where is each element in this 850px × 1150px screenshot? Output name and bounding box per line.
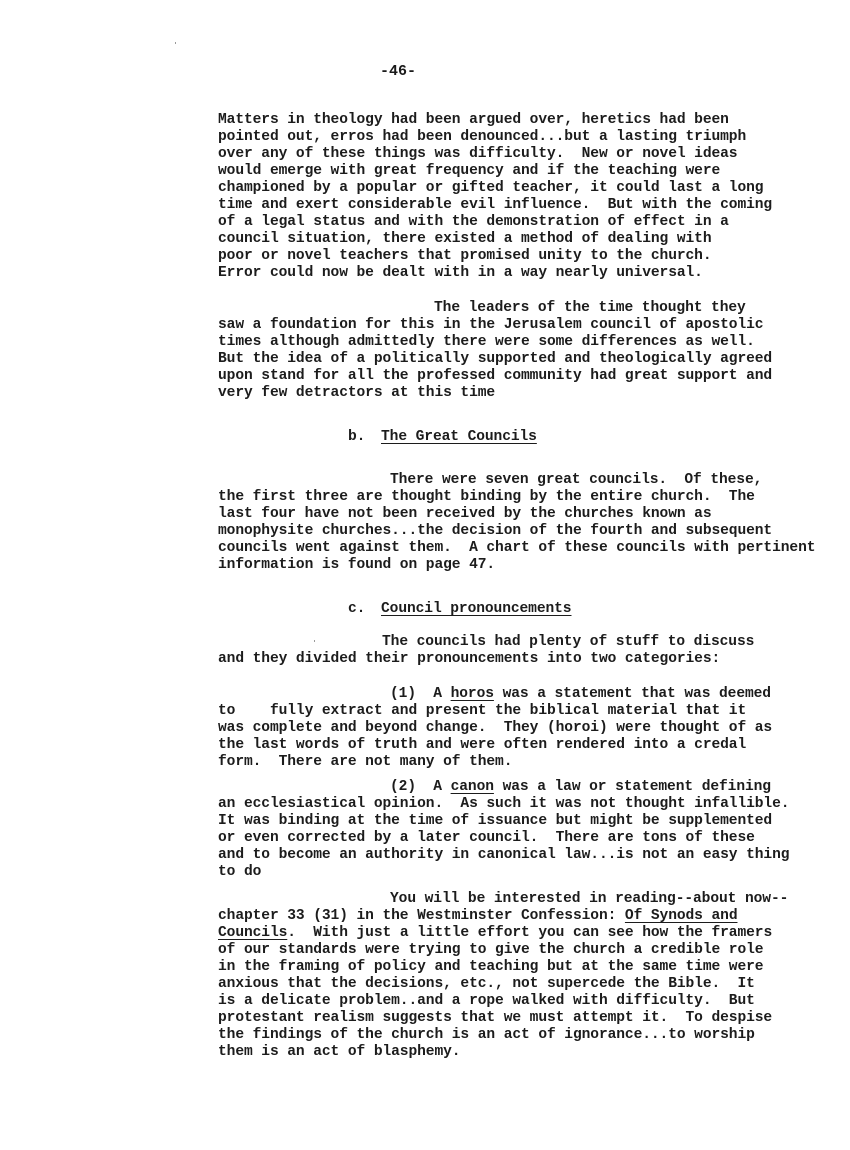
scan-speck bbox=[314, 640, 315, 642]
paragraph-line: championed by a popular or gifted teacher, it could last a long bbox=[218, 180, 764, 196]
paragraph-line: upon stand for all the professed community had great support and bbox=[218, 368, 773, 384]
item-text: was a statement that was deemed bbox=[493, 686, 771, 702]
paragraph-line: council situation, there existed a method of dealing with bbox=[218, 231, 712, 247]
paragraph-line: But the idea of a politically supported and theologically agreed bbox=[218, 351, 773, 367]
paragraph-line: in the framing of policy and teaching but at the same time were bbox=[218, 959, 764, 975]
paragraph-line: and they divided their pronouncements into two categories: bbox=[218, 651, 721, 667]
paragraph-line: them is an act of blasphemy. bbox=[218, 1044, 461, 1060]
book-title-part-2: Councils bbox=[218, 925, 288, 941]
paragraph-line: The councils had plenty of stuff to discuss bbox=[382, 634, 755, 650]
paragraph-line: councils went against them. A chart of these councils with pertinent bbox=[218, 540, 816, 556]
paragraph-line: over any of these things was difficulty. New or novel ideas bbox=[218, 146, 738, 162]
section-heading-great-councils: The Great Councils bbox=[381, 429, 537, 445]
paragraph-line: is a delicate problem..and a rope walked with difficulty. But bbox=[218, 993, 755, 1009]
term-horos: horos bbox=[450, 686, 494, 702]
paragraph-line: times although admittedly there were some differences as well. bbox=[218, 334, 755, 350]
paragraph-line: The leaders of the time thought they bbox=[434, 300, 746, 316]
paragraph-line: monophysite churches...the decision of the fourth and subsequent bbox=[218, 523, 773, 539]
paragraph-line: pointed out, erros had been denounced...but a lasting triumph bbox=[218, 129, 747, 145]
paragraph-line: of our standards were trying to give the church a credible role bbox=[218, 942, 764, 958]
page-number: -46- bbox=[380, 63, 417, 80]
paragraph-line: was complete and beyond change. They (horoi) were thought of as bbox=[218, 720, 773, 736]
paragraph-line: the first three are thought binding by the entire church. The bbox=[218, 489, 755, 505]
item-text: was a law or statement defining bbox=[493, 779, 771, 795]
paragraph-line: information is found on page 47. bbox=[218, 557, 496, 573]
paragraph-line: very few detractors at this time bbox=[218, 385, 496, 401]
scan-speck bbox=[175, 42, 176, 44]
paragraph-line: an ecclesiastical opinion. As such it was not thought infallible. bbox=[218, 796, 790, 812]
paragraph-line: poor or novel teachers that promised unity to the church. bbox=[218, 248, 712, 264]
paragraph-text: chapter 33 (31) in the Westminster Confession: bbox=[218, 908, 625, 924]
paragraph-line: would emerge with great frequency and if the teaching were bbox=[218, 163, 721, 179]
paragraph-line bbox=[218, 925, 772, 942]
paragraph-line: the last words of truth and were often rendered into a credal bbox=[218, 737, 747, 753]
item-number-1: (1) A bbox=[390, 686, 451, 702]
paragraph-line: time and exert considerable evil influence. But with the coming bbox=[218, 197, 773, 213]
paragraph-line: It was binding at the time of issuance but might be supplemented bbox=[218, 813, 773, 829]
term-canon: canon bbox=[450, 779, 494, 795]
paragraph-line: to fully extract and present the biblical material that it bbox=[218, 703, 747, 719]
paragraph-text: . With just a little effort you can see how the framers bbox=[287, 925, 773, 941]
paragraph-line: form. There are not many of them. bbox=[218, 754, 513, 770]
section-marker-c: c. bbox=[348, 601, 366, 617]
book-title-part-1: Of Synods and bbox=[624, 908, 738, 924]
paragraph-line: saw a foundation for this in the Jerusalem council of apostolic bbox=[218, 317, 764, 333]
paragraph-line: of a legal status and with the demonstration of effect in a bbox=[218, 214, 729, 230]
paragraph-line: Matters in theology had been argued over, heretics had been bbox=[218, 112, 729, 128]
paragraph-line: last four have not been received by the churches known as bbox=[218, 506, 712, 522]
item-line bbox=[390, 686, 771, 703]
paragraph-line: Error could now be dealt with in a way nearly universal. bbox=[218, 265, 703, 281]
paragraph-line: to do bbox=[218, 864, 262, 880]
paragraph-line: or even corrected by a later council. There are tons of these bbox=[218, 830, 755, 846]
item-number-2: (2) A bbox=[390, 779, 451, 795]
paragraph-line bbox=[218, 908, 737, 925]
paragraph-line: There were seven great councils. Of these, bbox=[390, 472, 763, 488]
paragraph-line: protestant realism suggests that we must attempt it. To despise bbox=[218, 1010, 773, 1026]
item-line bbox=[390, 779, 771, 796]
paragraph-line: anxious that the decisions, etc., not supercede the Bible. It bbox=[218, 976, 755, 992]
section-marker-b: b. bbox=[348, 429, 366, 445]
paragraph-line: the findings of the church is an act of ignorance...to worship bbox=[218, 1027, 755, 1043]
paragraph-line: and to become an authority in canonical law...is not an easy thing bbox=[218, 847, 790, 863]
paragraph-line: You will be interested in reading--about now-- bbox=[390, 891, 789, 907]
section-heading-council-pronouncements: Council pronouncements bbox=[381, 601, 572, 617]
